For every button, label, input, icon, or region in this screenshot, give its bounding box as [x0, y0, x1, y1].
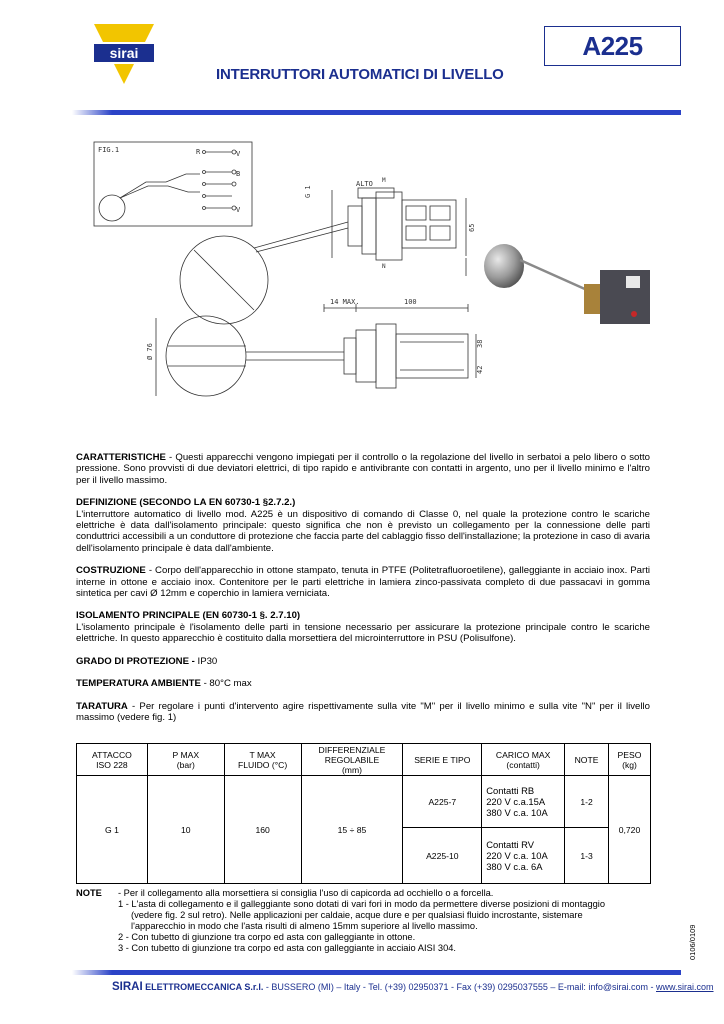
- note-1-line-1: 1 - L'asta di collegamento e il galleggiante sono dotati di vari fori in modo da permettere diverse posizioni di montaggio: [118, 899, 606, 909]
- grado-heading: GRADO DI PROTEZIONE -: [76, 655, 195, 667]
- costruzione-heading: COSTRUZIONE: [76, 565, 146, 577]
- section-caratteristiche: [76, 452, 650, 486]
- th-peso: PESO (kg): [608, 744, 650, 776]
- header-divider: [72, 110, 681, 115]
- header-divider-shade: [72, 110, 112, 115]
- label-65: 65: [468, 223, 476, 232]
- notes-block: [76, 888, 656, 954]
- note-1-line-3: l'apparecchio in modo che l'asta risulti di almeno 15mm superiore al livello massimo.: [131, 921, 478, 931]
- section-temperatura: [76, 678, 650, 689]
- description-body: [76, 452, 650, 734]
- cell-tmax: 160: [224, 776, 301, 884]
- page-title: INTERRUTTORI AUTOMATICI DI LIVELLO: [216, 66, 504, 83]
- caratteristiche-text: - Questi apparecchi vengono impiegati per il controllo o la regolazione del livello in serbatoi a pelo libero o sotto pressione. Sono provvisti di due deviatori elettrici, di tipo rapido e antivibrante con contatti in argento, uno per il livello minimo e l'altro per il livello massimo.: [76, 452, 650, 486]
- photo-switch-box: [600, 270, 650, 324]
- product-photo: [480, 236, 656, 336]
- cell-serie-1: A225-7: [403, 776, 482, 828]
- label-n: N: [382, 263, 386, 270]
- section-taratura: [76, 701, 650, 724]
- carico-1-line-2: 220 V c.a.15A: [486, 796, 546, 807]
- th-tmax: T MAX FLUIDO (°C): [224, 744, 301, 776]
- grado-text: IP30: [194, 655, 218, 667]
- footer-website-link[interactable]: www.sirai.com: [656, 982, 714, 992]
- note-3: 3 - Con tubetto di giunzione tra corpo ed asta con galleggiante in acciaio AISI 304.: [118, 943, 457, 953]
- footer-divider: [72, 970, 681, 975]
- technical-drawing: [86, 138, 486, 438]
- label-r1: R: [196, 148, 201, 156]
- cell-attacco: G 1: [77, 776, 148, 884]
- notes-intro-row: [76, 888, 656, 899]
- label-14max: 14 MAX.: [330, 298, 360, 306]
- costruzione-text: - Corpo dell'apparecchio in ottone stampato, tenuta in PTFE (Politetrafluoroetilene), galleggiante in acciaio inox. Parti interne in ottone e acciaio inox. Contenitore per le parti elettriche in lamiera zinco-passivata completo di due passacavi in gomma sintetica per cavi Ø 12mm e coperchio in lamiera verniciata.: [76, 565, 650, 600]
- th-carico: CARICO MAX (contatti): [482, 744, 565, 776]
- taratura-text: - Per regolare i punti d'intervento agire rispettivamente sulla vite "M" per il livello minimo e sulla vite "N" per il livello massimo (vedere fig. 1): [76, 700, 650, 723]
- label-100: 100: [404, 298, 417, 306]
- product-code: A225: [582, 30, 643, 61]
- cell-serie-2: A225-10: [403, 828, 482, 884]
- footer-divider-shade: [72, 970, 112, 975]
- label-b-fig: B: [236, 170, 241, 178]
- label-76: Ø 76: [146, 343, 154, 360]
- logo-text: sirai: [109, 45, 139, 61]
- carico-2-line-2: 220 V c.a. 10A: [486, 850, 548, 861]
- note-1-line-2: (vedere fig. 2 sul retro). Nelle applicazioni per caldaie, acque dure e per qualsiasi fluido incrostante, sistemare: [131, 910, 583, 920]
- th-attacco: ATTACCO ISO 228: [77, 744, 148, 776]
- label-m: M: [382, 177, 386, 184]
- caratteristiche-heading: CARATTERISTICHE: [76, 452, 166, 463]
- cell-carico-2: [482, 828, 565, 884]
- label-v-fig: V: [236, 150, 241, 158]
- th-serie: SERIE E TIPO: [403, 744, 482, 776]
- section-isolamento: [76, 610, 650, 644]
- th-diff: DIFFERENZIALE REGOLABILE (mm): [301, 744, 403, 776]
- cell-note-1: 1-2: [565, 776, 609, 828]
- cell-carico-1: [482, 776, 565, 828]
- section-costruzione: [76, 565, 650, 599]
- isolamento-heading: ISOLAMENTO PRINCIPALE (EN 60730-1 §. 2.7.10): [76, 610, 301, 622]
- definizione-text: L'interruttore automatico di livello mod. A225 è un dispositivo di comando di Classe 0, nel quale la protezione contro le scariche elettriche è data dall'isolamento principale: questo significa che non è previsto un collegamento per la connessione delle parti conduttrici accessibili a un conduttore di protezione che faccia parte del cablaggio fisso dell'installazione; la protezione in caso di avaria dell'isolamento principale è data dall'ambiente.: [76, 508, 650, 554]
- footer-company: SIRAI: [112, 981, 143, 993]
- notes-intro: - Per il collegamento alla morsettiera si consiglia l'uso di capicorda ad occhiello o a forcella.: [118, 888, 494, 898]
- footer-address: - BUSSERO (MI) – Italy - Tel. (+39) 02950371 - Fax (+39) 0295037555 – E-mail: info@sirai.com -: [263, 982, 656, 992]
- photo-float: [484, 244, 524, 288]
- cell-pmax: 10: [147, 776, 224, 884]
- temperatura-heading: TEMPERATURA AMBIENTE: [76, 678, 201, 690]
- cell-diff: 15 ÷ 85: [301, 776, 403, 884]
- cell-note-2: 1-3: [565, 828, 609, 884]
- carico-1-line-1: Contatti RB: [486, 785, 535, 796]
- footer-company-suffix: ELETTROMECCANICA S.r.l.: [142, 982, 264, 992]
- label-alto: ALTO: [356, 180, 373, 188]
- isolamento-text: L'isolamento principale è l'isolamento delle parti in tensione necessario per assicurare la protezione principale contro le scariche elettriche. In questo apparecchio è costituito dalla morsettiera del microinterruttore in PSU (Polisulfone).: [76, 621, 650, 645]
- document-revision-code: 0106/0109: [688, 924, 697, 960]
- th-note: NOTE: [565, 744, 609, 776]
- fig-label: FIG.1: [98, 146, 120, 154]
- label-42: 42: [476, 365, 484, 374]
- carico-2-line-1: Contatti RV: [486, 839, 534, 850]
- note-2: 2 - Con tubetto di giunzione tra corpo ed asta con galleggiante in ottone.: [118, 932, 416, 942]
- table-row: [77, 776, 651, 828]
- taratura-heading: TARATURA: [76, 700, 128, 712]
- spec-table: [76, 743, 651, 884]
- float-circle-bottom: [166, 316, 246, 396]
- definizione-heading: DEFINIZIONE (SECONDO LA EN 60730-1 §2.7.2.): [76, 497, 296, 509]
- table-header-row: [77, 744, 651, 776]
- label-38: 38: [476, 339, 484, 348]
- footer: [112, 981, 714, 993]
- section-grado: [76, 656, 650, 667]
- label-g1: G 1: [304, 185, 312, 198]
- carico-2-line-3: 380 V c.a. 6A: [486, 861, 543, 872]
- section-definizione: [76, 497, 650, 554]
- th-pmax: P MAX (bar): [147, 744, 224, 776]
- carico-1-line-3: 380 V c.a. 10A: [486, 807, 548, 818]
- cell-peso: 0,720: [608, 776, 650, 884]
- label-v-fig2: V: [236, 206, 241, 214]
- fig1-float-circle: [99, 195, 125, 221]
- temperatura-text: - 80°C max: [200, 678, 252, 690]
- sirai-logo: [92, 22, 156, 86]
- product-code-box: [544, 26, 681, 66]
- notes-label: NOTE: [76, 888, 102, 898]
